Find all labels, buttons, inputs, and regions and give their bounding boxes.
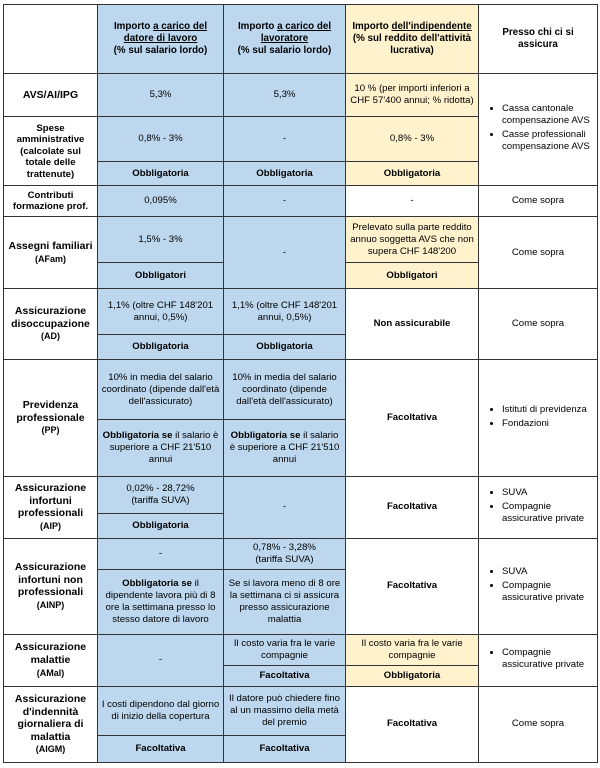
pp-lavoratore-obbl: Obbligatoria se il salario è superiore a CHF 21'510 annui — [224, 420, 346, 476]
ainp-lavoratore-obbl: Se si lavora meno di 8 ore la settimana ci si assicura presso assicurazione malattia — [224, 570, 346, 635]
afam-datore-obbl: Obbligatori — [98, 263, 224, 289]
insurance-table — [3, 4, 598, 763]
afam-datore: 1,5% - 3% — [98, 217, 224, 263]
row-label-pp: Previdenza professionale (PP) — [4, 360, 98, 477]
spese-lavoratore: - — [224, 117, 346, 162]
amal-datore: - — [98, 634, 224, 686]
ainp-datore: - — [98, 539, 224, 570]
list-item: • SUVA — [502, 566, 594, 578]
aigm-indipendente: Facoltativa — [346, 686, 479, 762]
list-item: • Cassa cantonale compensazione AVS — [502, 103, 594, 127]
row-label-ad: Assicurazione disoccupazione (AD) — [4, 289, 98, 360]
aip-datore-obbl: Obbligatoria — [98, 514, 224, 539]
ad-lavoratore: 1,1% (oltre CHF 148'201 annui, 0,5%) — [224, 289, 346, 335]
presso-ad: Come sopra — [479, 289, 598, 360]
presso-contributi: Come sopra — [479, 186, 598, 217]
row-label-ainp: Assicurazione infortuni non professionali (AINP) — [4, 539, 98, 635]
presso-avs — [479, 73, 598, 185]
spese-lavoratore-obbl: Obbligatoria — [224, 162, 346, 186]
spese-indipendente: 0,8% - 3% — [346, 117, 479, 162]
aigm-lavoratore-obbl: Facoltativa — [224, 735, 346, 762]
amal-lavoratore: Il costo varia fra le varie compagnie — [224, 634, 346, 665]
list-item: • Compagnie assicurative private — [502, 580, 594, 604]
presso-aigm: Come sopra — [479, 686, 598, 762]
header-presso: Presso chi ci si assicura — [479, 5, 598, 74]
ainp-indipendente: Facoltativa — [346, 539, 479, 635]
list-item: • Casse professionali compensazione AVS — [502, 129, 594, 153]
ainp-lavoratore: 0,78% - 3,28% (tariffa SUVA) — [224, 539, 346, 570]
row-label-aigm: Assicurazione d'indennità giornaliera di malattia (AIGM) — [4, 686, 98, 762]
pp-indipendente: Facoltativa — [346, 360, 479, 477]
list-item: • Fondazioni — [502, 418, 594, 430]
afam-indipendente-obbl: Obbligatori — [346, 263, 479, 289]
row-label-spese: Spese amministrative (calcolate sul totale delle trattenute) — [4, 117, 98, 186]
presso-aip — [479, 476, 598, 538]
header-lavoratore: Importo a carico del lavoratore (% sul salario lordo) — [224, 5, 346, 74]
contributi-lavoratore: - — [224, 186, 346, 217]
presso-amal — [479, 634, 598, 686]
presso-pp — [479, 360, 598, 477]
aigm-datore: I costi dipendono dal giorno di inizio della copertura — [98, 686, 224, 735]
list-item: • Compagnie assicurative private — [502, 647, 594, 671]
amal-lavoratore-obbl: Facoltativa — [224, 666, 346, 687]
spese-datore-obbl: Obbligatoria — [98, 162, 224, 186]
amal-indipendente: Il costo varia fra le varie compagnie — [346, 634, 479, 665]
aigm-lavoratore: Il datore può chiedere fino al un massimo della metà del premio — [224, 686, 346, 735]
spese-indipendente-obbl: Obbligatoria — [346, 162, 479, 186]
avs-lavoratore: 5,3% — [224, 73, 346, 117]
ad-datore: 1,1% (oltre CHF 148'201 annui, 0,5%) — [98, 289, 224, 335]
aip-indipendente: Facoltativa — [346, 476, 479, 538]
presso-afam: Come sopra — [479, 217, 598, 289]
row-label-avs: AVS/AI/IPG — [4, 73, 98, 117]
row-label-afam: Assegni familiari (AFam) — [4, 217, 98, 289]
aip-lavoratore: - — [224, 476, 346, 538]
contributi-datore: 0,095% — [98, 186, 224, 217]
afam-indipendente: Prelevato sulla parte reddito annuo soggetta AVS che non supera CHF 148'200 — [346, 217, 479, 263]
pp-lavoratore: 10% in media del salario coordinato (dipende dall'età dell'assicurato) — [224, 360, 346, 420]
header-datore: Importo a carico del datore di lavoro (% sul salario lordo) — [98, 5, 224, 74]
presso-ainp — [479, 539, 598, 635]
ad-datore-obbl: Obbligatoria — [98, 335, 224, 360]
header-indipendente: Importo dell'indipendente (% sul reddito dell'attività lucrativa) — [346, 5, 479, 74]
row-label-amal: Assicurazione malattie (AMal) — [4, 634, 98, 686]
amal-indipendente-obbl: Obbligatoria — [346, 666, 479, 687]
avs-datore: 5,3% — [98, 73, 224, 117]
presso-amal-list — [482, 647, 594, 671]
aip-datore: 0,02% - 28,72% (tariffa SUVA) — [98, 476, 224, 513]
presso-pp-list — [482, 404, 594, 430]
contributi-indipendente: - — [346, 186, 479, 217]
ad-lavoratore-obbl: Obbligatoria — [224, 335, 346, 360]
pp-datore-obbl: Obbligatoria se il salario è superiore a CHF 21'510 annui — [98, 420, 224, 476]
presso-aip-list — [482, 487, 594, 525]
spese-datore: 0,8% - 3% — [98, 117, 224, 162]
ad-indipendente: Non assicurabile — [346, 289, 479, 360]
aigm-datore-obbl: Facoltativa — [98, 735, 224, 762]
afam-lavoratore: - — [224, 217, 346, 289]
header-corner — [4, 5, 98, 74]
list-item: • SUVA — [502, 487, 594, 499]
pp-datore: 10% in media del salario coordinato (dipende dall'età dell'assicurato) — [98, 360, 224, 420]
avs-indipendente: 10 % (per importi inferiori a CHF 57'400 annui; % ridotta) — [346, 73, 479, 117]
list-item: • Compagnie assicurative private — [502, 501, 594, 525]
row-label-aip: Assicurazione infortuni professionali (AIP) — [4, 476, 98, 538]
presso-ainp-list — [482, 566, 594, 604]
ainp-datore-obbl: Obbligatoria se il dipendente lavora più di 8 ore la settimana presso lo stesso datore di lavoro — [98, 570, 224, 635]
presso-avs-list — [482, 103, 594, 153]
list-item: • Istituti di previdenza — [502, 404, 594, 416]
row-label-contributi: Contributi formazione prof. — [4, 186, 98, 217]
